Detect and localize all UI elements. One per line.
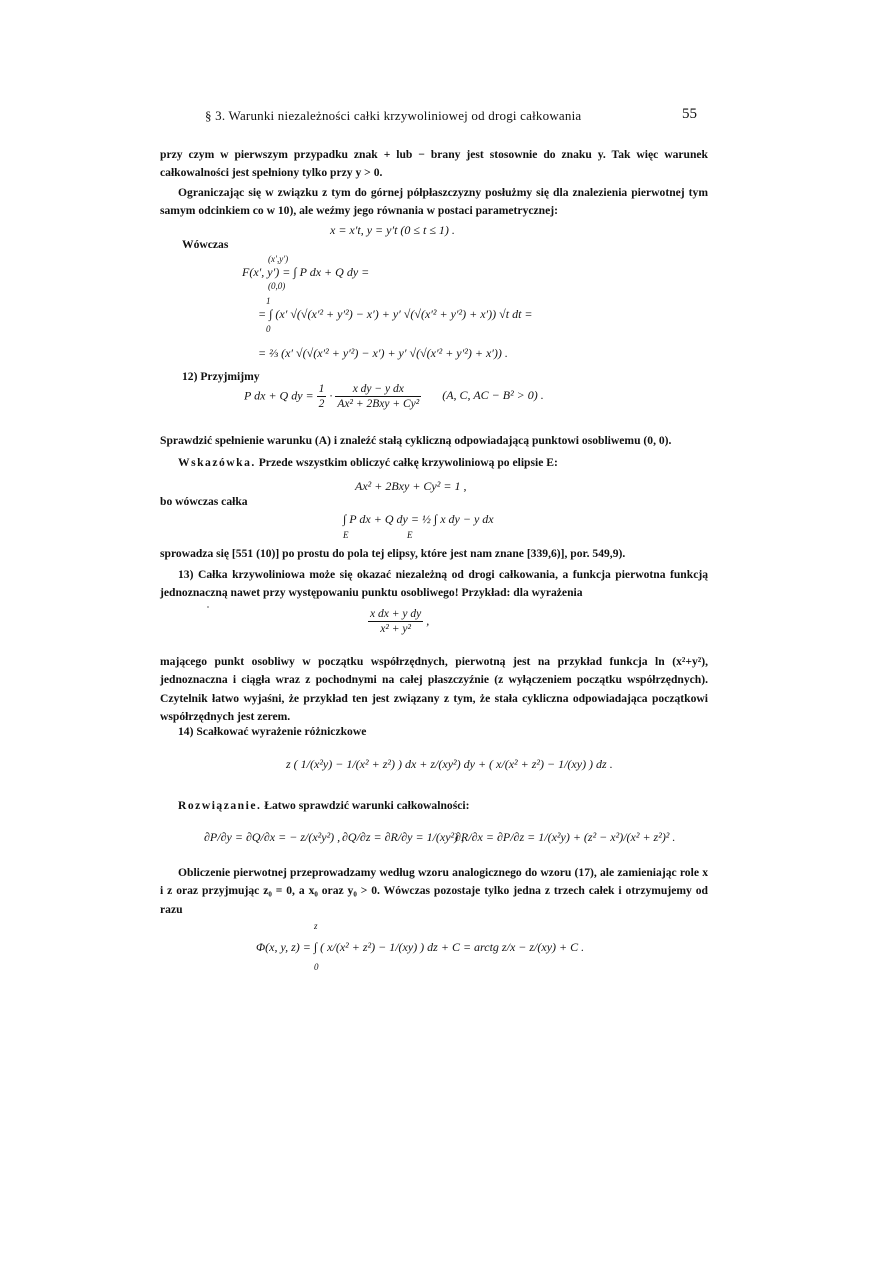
integral-lower-limit: (0,0) bbox=[268, 281, 286, 291]
equation-result: = ⅔ (x′ √(√(x′² + y′²) − x′) + y′ √(√(x′² + y′²) + x′)) . bbox=[258, 346, 508, 360]
fraction-pdx bbox=[335, 382, 421, 411]
phi-lower-limit: 0 bbox=[314, 962, 319, 972]
pdx-condition: (A, C, AC − B² > 0) . bbox=[442, 388, 544, 403]
paragraph-6: mającego punkt osobliwy w początku współrzędnych, pierwotną jest na przykład funkcja ln (x²+y²), jednoznaczna i ciągła wraz z pochodnymi na całej płaszczyźnie (z wyłączeniem początku współrzędnych). Czytelnik łatwo wyjaśni, że przykład ten jest związany z tym, że stała cykliczna odpowiadająca początkowi współrzędnych jest zerem. bbox=[160, 655, 708, 724]
phi-upper-limit: z bbox=[314, 921, 318, 931]
pdx-lhs: P dx + Q dy = bbox=[244, 388, 317, 403]
integral1-upper: 1 bbox=[266, 296, 271, 306]
ellipse-integral: ∫ P dx + Q dy = ½ ∫ x dy − y dx bbox=[343, 512, 494, 526]
ex13-comma: , bbox=[426, 613, 430, 628]
condition-3: ∂R/∂x = ∂P/∂z = 1/(x²y) + (z² − x²)/(x² + z²)² . bbox=[455, 830, 676, 844]
solution-label: Rozwiązanie. bbox=[178, 799, 262, 812]
pdx-numerator: x dy − y dx bbox=[335, 382, 421, 397]
paragraph-2: Ograniczając się w związku z tym do górnej półpłaszczyzny posłużmy się dla znalezienia pierwotnej tym samym odcinkiem co w 10), ale weźmy jego równania w postaci parametrycznej: bbox=[160, 186, 708, 218]
fraction-ex13 bbox=[368, 607, 423, 636]
equation-pdx: P dx + Q dy = $\frac{1}{2}$ · $\frac{\text{x dy − y dx}}{\text{Ax² + 2Bxy + Cy²}}$ (A, C, AC − B² > 0) . bbox=[244, 383, 544, 410]
ellipse-equation: Ax² + 2Bxy + Cy² = 1 , bbox=[355, 479, 467, 493]
label-bo-wowczas: bo wówczas całka bbox=[160, 495, 248, 508]
condition-2: ∂Q/∂z = ∂R/∂y = 1/(xy²) , bbox=[342, 830, 465, 844]
page-number: 55 bbox=[682, 106, 697, 122]
example-13-expression bbox=[368, 607, 429, 636]
fraction-half bbox=[317, 382, 327, 411]
equation-phi: Φ(x, y, z) = ∫ ( x/(x² + z²) − 1/(xy) ) dz + C = arctg z/x − z/(xy) + C . bbox=[256, 940, 585, 954]
ex13-numerator: x dx + y dy bbox=[370, 608, 422, 620]
solution-line bbox=[160, 797, 708, 815]
item-14-label: 14) Scałkować wyrażenie różniczkowe bbox=[178, 725, 367, 738]
hint-line bbox=[160, 454, 708, 472]
item-12-label: 12) Przyjmijmy bbox=[182, 370, 260, 383]
hint-text: Przede wszystkim obliczyć całkę krzywoliniową po elipsie E: bbox=[258, 456, 558, 469]
ellipse-integral-subscripts: E E bbox=[343, 530, 413, 540]
example-14-expression: z ( 1/(x²y) − 1/(x² + z²) ) dx + z/(xy²) dy + ( x/(x² + z²) − 1/(xy) ) dz . bbox=[286, 757, 613, 771]
label-wowczas: Wówczas bbox=[182, 238, 229, 251]
paragraph-1: przy czym w pierwszym przypadku znak + lub − brany jest stosownie do znaku y. Tak więc warunek całkowalności jest spełniony tylko przy y > 0. bbox=[160, 148, 708, 180]
pdx-denominator: Ax² + 2Bxy + Cy² bbox=[337, 398, 420, 410]
integral-upper-limit: (x′,y′) bbox=[268, 254, 289, 264]
paragraph-7: Obliczenie pierwotnej przeprowadzamy według wzoru analogicznego do wzoru (17), ale zamieniając role x i z oraz przyjmując z₀ = 0, a x₀ oraz y₀ > 0. Wówczas pozostaje tylko jedna z trzech całek i otrzymujemy od razu bbox=[160, 866, 708, 916]
running-title: § 3. Warunki niezależności całki krzywoliniowej od drogi całkowania bbox=[205, 108, 582, 123]
paragraph-3: Sprawdzić spełnienie warunku (A) i znaleźć stałą cykliczną odpowiadającą punktowi osobliwemu (0, 0). bbox=[160, 434, 672, 447]
integral1-lower: 0 bbox=[266, 324, 271, 334]
half-numerator: 1 bbox=[318, 383, 325, 395]
stray-dot bbox=[207, 606, 209, 608]
parametric-equations: x = x′t, y = y′t (0 ≤ t ≤ 1) . bbox=[330, 223, 455, 237]
condition-1: ∂P/∂y = ∂Q/∂x = − z/(x²y²) , bbox=[204, 830, 341, 844]
equation-F: F(x′, y′) = ∫ P dx + Q dy = bbox=[242, 265, 370, 279]
solution-text: Łatwo sprawdzić warunki całkowalności: bbox=[264, 799, 470, 812]
hint-label: Wskazówka. bbox=[178, 456, 256, 469]
paragraph-4: sprowadza się [551 (10)] po prostu do pola tej elipsy, które jest nam znane [339,6)], por. 549,9). bbox=[160, 547, 626, 560]
paragraph-5: 13) Całka krzywoliniowa może się okazać niezależną od drogi całkowania, a funkcja pierwotna funkcją jednoznaczną nawet przy występowaniu punktu osobliwego! Przykład: dla wyrażenia bbox=[160, 568, 708, 600]
equation-integral: = ∫ (x′ √(√(x′² + y′²) − x′) + y′ √(√(x′² + y′²) + x′)) √t dt = bbox=[258, 307, 533, 321]
ex13-denominator: x² + y² bbox=[380, 623, 411, 635]
half-denominator: 2 bbox=[318, 398, 325, 410]
